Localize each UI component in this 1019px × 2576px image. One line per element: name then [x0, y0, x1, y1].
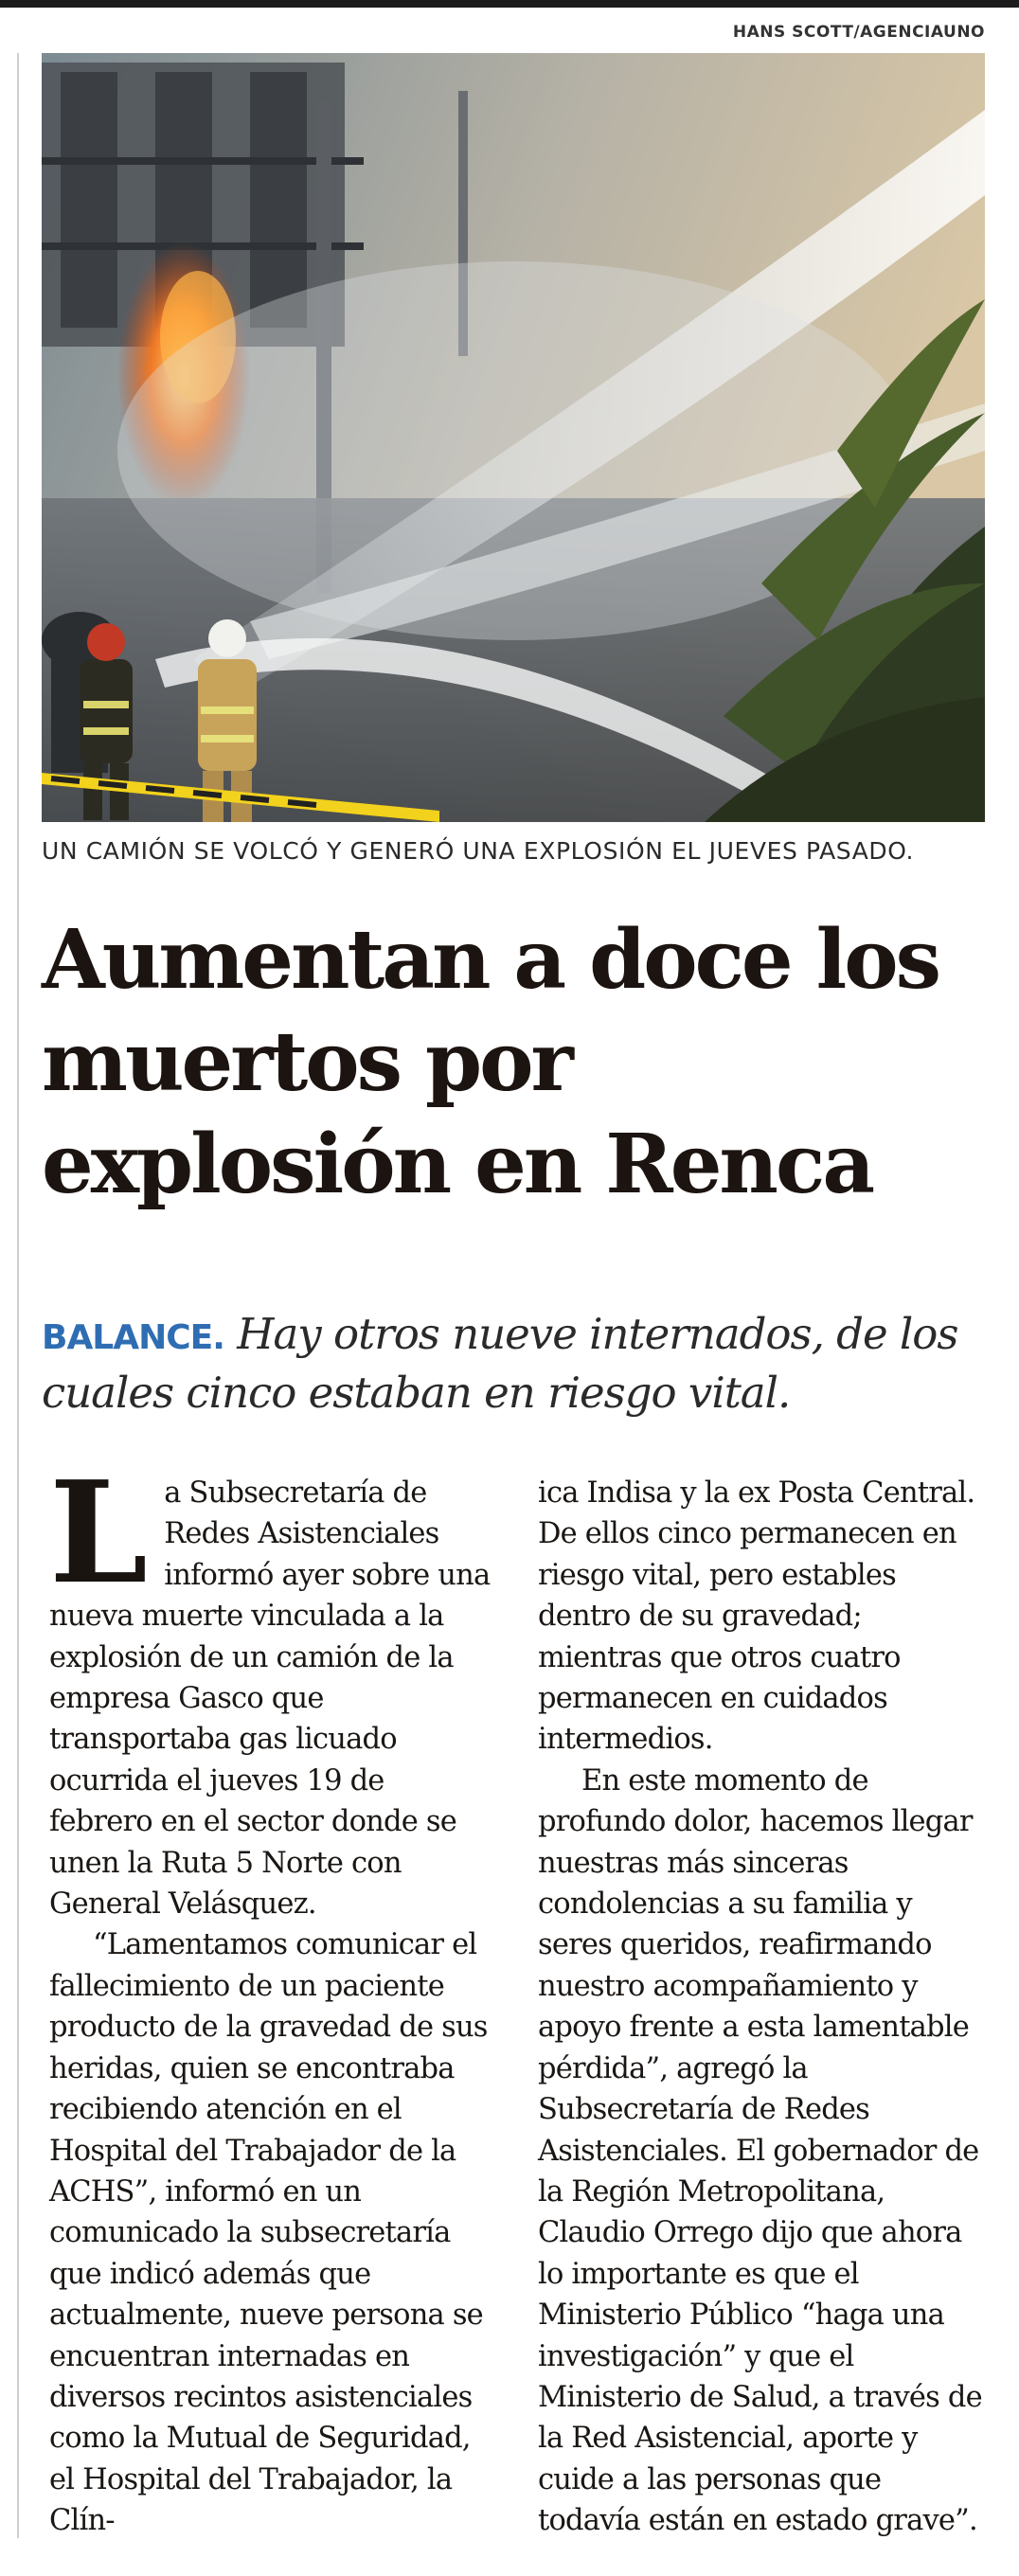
kicker-label: BALANCE. — [42, 1318, 224, 1357]
news-photo-explosion — [42, 53, 985, 822]
subheadline: Hay otros nueve internados, de los cuales cinco estaban en riesgo vital. — [42, 1309, 958, 1418]
body-paragraph-2-part-a: “Lamentamos comunicar el fallecimiento de un paciente producto de la gravedad de sus heridas, quien se encontraba recibiendo atención en el Hospital del Trabajador de la ACHS”, informó en un comunicado la subsecretaría que indicó además que actualmente, nueve persona se encuentran internadas en diversos recintos asistenciales como la Mutual de Seguridad, el Hospital del Trabajador, la Clín- — [49, 1928, 488, 2538]
article-column-right — [538, 1473, 989, 2542]
headline: Aumentan a doce los muertos por explosión en Renca — [42, 912, 939, 1212]
body-paragraph-2-part-b: ica Indisa y la ex Posta Central. De ellos cinco permanecen en riesgo vital, pero estables dentro de su gravedad; mientras que otros cuatro permanecen en cuidados intermedios. — [538, 1476, 975, 1757]
column-divider — [17, 53, 19, 2538]
photo-credit: HANS SCOTT/AGENCIAUNO — [732, 23, 985, 42]
body-paragraph-1: a Subsecretaría de Redes Asistenciales informó ayer sobre una nueva muerte vinculada a la explosión de un camión de la empresa Gasco que transportaba gas licuado ocurrida el jueves 19 de febrero en el sector donde se unen la Ruta 5 Norte con General Velásquez. — [49, 1476, 491, 1922]
drop-cap: L — [49, 1450, 148, 1615]
photo-caption: UN CAMIÓN SE VOLCÓ Y GENERÓ UNA EXPLOSIÓN EL JUEVES PASADO. — [42, 837, 915, 865]
article-column-left — [49, 1450, 492, 2542]
deck — [42, 1307, 989, 1421]
top-rule — [0, 0, 1019, 8]
body-paragraph-3: En este momento de profundo dolor, hacemos llegar nuestras más sinceras condolencias a su familia y seres queridos, reafirmando nuestro acompañamiento y apoyo frente a esta lamentable pérdida”, agregó la Subsecretaría de Redes Asistenciales. El gobernador de la Región Metropolitana, Claudio Orrego dijo que ahora lo importante es que el Ministerio Público “haga una investigación” y que el Ministerio de Salud, a través de la Red Asistencial, aporte y cuide a las personas que todavía están en estado grave”. — [538, 1763, 982, 2538]
